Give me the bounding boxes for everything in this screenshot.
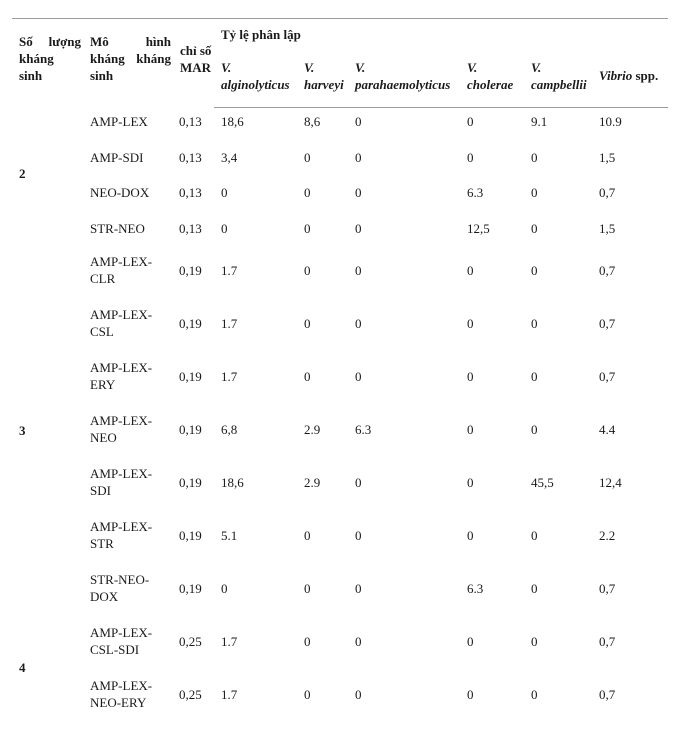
row-value: 0,7 — [599, 581, 616, 596]
row-value: 0 — [467, 316, 474, 331]
row-value: 0,7 — [599, 263, 616, 278]
header-pattern-line1: Mô hình — [90, 34, 171, 49]
row-value: 0,7 — [599, 634, 616, 649]
row-value: 1,5 — [599, 150, 616, 165]
row-value: 0 — [355, 114, 362, 129]
ratio-group-rule — [214, 107, 668, 108]
row-value: 0 — [355, 528, 362, 543]
header-antibiotic-count-line3: sinh — [19, 68, 43, 83]
species-name: Vibrio — [599, 68, 633, 83]
row-value: 0 — [467, 634, 474, 649]
row-value: 0 — [355, 369, 362, 384]
row-pattern: AMP-LEX- — [90, 678, 153, 693]
row-value: 2.9 — [304, 475, 321, 490]
row-value: 0 — [304, 581, 311, 596]
row-pattern: STR-NEO — [90, 221, 145, 236]
row-mar: 0,19 — [179, 263, 202, 278]
row-value: 0 — [221, 221, 228, 236]
row-value: 2.9 — [304, 422, 321, 437]
row-value: 8,6 — [304, 114, 321, 129]
row-pattern: STR — [90, 536, 114, 551]
row-value: 1,5 — [599, 221, 616, 236]
row-mar: 0,13 — [179, 185, 202, 200]
row-value: 0 — [531, 221, 538, 236]
row-pattern: NEO-DOX — [90, 185, 150, 200]
header-pattern-line3: sinh — [90, 68, 114, 83]
row-value: 0 — [221, 581, 228, 596]
row-pattern: CSL-SDI — [90, 642, 140, 657]
species-prefix: V. — [304, 60, 315, 75]
row-value: 0 — [467, 114, 474, 129]
row-mar: 0,19 — [179, 528, 202, 543]
row-value: 0 — [355, 150, 362, 165]
header-antibiotic-count-line2: kháng — [19, 51, 54, 66]
row-value: 0 — [355, 263, 362, 278]
row-pattern: AMP-LEX- — [90, 519, 153, 534]
row-value: 0 — [304, 316, 311, 331]
row-value: 0,7 — [599, 369, 616, 384]
species-prefix: V. — [467, 60, 478, 75]
row-value: 0 — [531, 185, 538, 200]
row-mar: 0,13 — [179, 221, 202, 236]
row-value: 0 — [531, 528, 538, 543]
species-prefix: V. — [531, 60, 542, 75]
header-mar-line2: MAR — [180, 60, 212, 75]
row-pattern: SDI — [90, 483, 111, 498]
row-value: 0 — [531, 150, 538, 165]
row-value: 0 — [304, 528, 311, 543]
row-mar: 0,19 — [179, 475, 202, 490]
row-value: 0 — [531, 687, 538, 702]
row-value: 0 — [304, 687, 311, 702]
row-mar: 0,19 — [179, 581, 202, 596]
row-pattern: AMP-LEX — [90, 114, 148, 129]
species-prefix: V. — [221, 60, 232, 75]
row-pattern: NEO — [90, 430, 117, 445]
row-mar: 0,13 — [179, 150, 202, 165]
row-pattern: AMP-LEX- — [90, 307, 153, 322]
row-pattern: AMP-LEX- — [90, 466, 153, 481]
row-value: 0 — [531, 422, 538, 437]
row-value: 6.3 — [467, 185, 484, 200]
species-name: cholerae — [467, 77, 514, 92]
row-value: 4.4 — [599, 422, 616, 437]
row-value: 0 — [531, 369, 538, 384]
header-pattern-line2: kháng kháng — [90, 51, 171, 66]
row-value: 0 — [531, 581, 538, 596]
species-header-vibrio-spp — [599, 67, 658, 84]
row-mar: 0,25 — [179, 634, 202, 649]
row-value: 0 — [304, 369, 311, 384]
row-pattern: STR-NEO- — [90, 572, 150, 587]
row-pattern: CLR — [90, 271, 116, 286]
row-value: 0 — [467, 687, 474, 702]
species-prefix: V. — [355, 60, 366, 75]
row-pattern: AMP-LEX- — [90, 625, 153, 640]
row-value: 6.3 — [355, 422, 372, 437]
row-value: 0 — [355, 581, 362, 596]
row-value: 1.7 — [221, 263, 238, 278]
row-value: 0 — [467, 475, 474, 490]
species-name: campbellii — [531, 77, 587, 92]
row-mar: 0,25 — [179, 687, 202, 702]
row-mar: 0,19 — [179, 422, 202, 437]
header-ratio-group: Tỷ lệ phân lập — [221, 27, 301, 42]
row-value: 0 — [531, 316, 538, 331]
row-value: 12,5 — [467, 221, 490, 236]
row-pattern: AMP-LEX- — [90, 360, 153, 375]
species-name: parahaemolyticus — [355, 77, 451, 92]
group-label: 3 — [19, 423, 26, 438]
row-value: 3,4 — [221, 150, 238, 165]
row-mar: 0,19 — [179, 316, 202, 331]
table-top-rule — [12, 18, 668, 19]
row-value: 0 — [355, 185, 362, 200]
row-value: 0 — [467, 263, 474, 278]
row-value: 2.2 — [599, 528, 616, 543]
row-value: 0 — [531, 634, 538, 649]
row-value: 5.1 — [221, 528, 238, 543]
row-value: 0 — [355, 221, 362, 236]
group-label: 4 — [19, 660, 26, 675]
row-value: 1.7 — [221, 316, 238, 331]
row-pattern: AMP-SDI — [90, 150, 144, 165]
row-value: 18,6 — [221, 114, 244, 129]
row-value: 0,7 — [599, 185, 616, 200]
row-value: 0 — [304, 185, 311, 200]
row-value: 0 — [467, 528, 474, 543]
row-value: 0 — [355, 634, 362, 649]
row-value: 1.7 — [221, 634, 238, 649]
row-value: 12,4 — [599, 475, 622, 490]
group-label: 2 — [19, 166, 26, 181]
row-value: 0 — [221, 185, 228, 200]
row-value: 9.1 — [531, 114, 548, 129]
row-value: 0 — [304, 150, 311, 165]
row-value: 0 — [304, 263, 311, 278]
row-value: 0 — [467, 150, 474, 165]
row-pattern: NEO-ERY — [90, 695, 147, 710]
row-value: 0 — [304, 634, 311, 649]
row-pattern: AMP-LEX- — [90, 254, 153, 269]
row-value: 0 — [467, 369, 474, 384]
row-value: 0 — [467, 422, 474, 437]
species-name: alginolyticus — [221, 77, 290, 92]
row-value: 1.7 — [221, 369, 238, 384]
species-suffix: spp. — [635, 68, 659, 83]
row-value: 0 — [355, 316, 362, 331]
row-pattern: AMP-LEX- — [90, 413, 153, 428]
row-value: 18,6 — [221, 475, 244, 490]
row-value: 1.7 — [221, 687, 238, 702]
row-value: 6,8 — [221, 422, 238, 437]
row-value: 0 — [355, 475, 362, 490]
row-value: 45,5 — [531, 475, 554, 490]
header-mar-line1: chỉ số — [180, 43, 212, 58]
row-pattern: ERY — [90, 377, 116, 392]
row-value: 0 — [531, 263, 538, 278]
row-pattern: CSL — [90, 324, 114, 339]
row-value: 0,7 — [599, 316, 616, 331]
header-antibiotic-count-line1: Số lượng — [19, 34, 81, 49]
row-pattern: DOX — [90, 589, 119, 604]
row-value: 0,7 — [599, 687, 616, 702]
row-mar: 0,13 — [179, 114, 202, 129]
row-value: 6.3 — [467, 581, 484, 596]
row-value: 10.9 — [599, 114, 622, 129]
species-name: harveyi — [304, 77, 344, 92]
row-mar: 0,19 — [179, 369, 202, 384]
row-value: 0 — [304, 221, 311, 236]
row-value: 0 — [355, 687, 362, 702]
